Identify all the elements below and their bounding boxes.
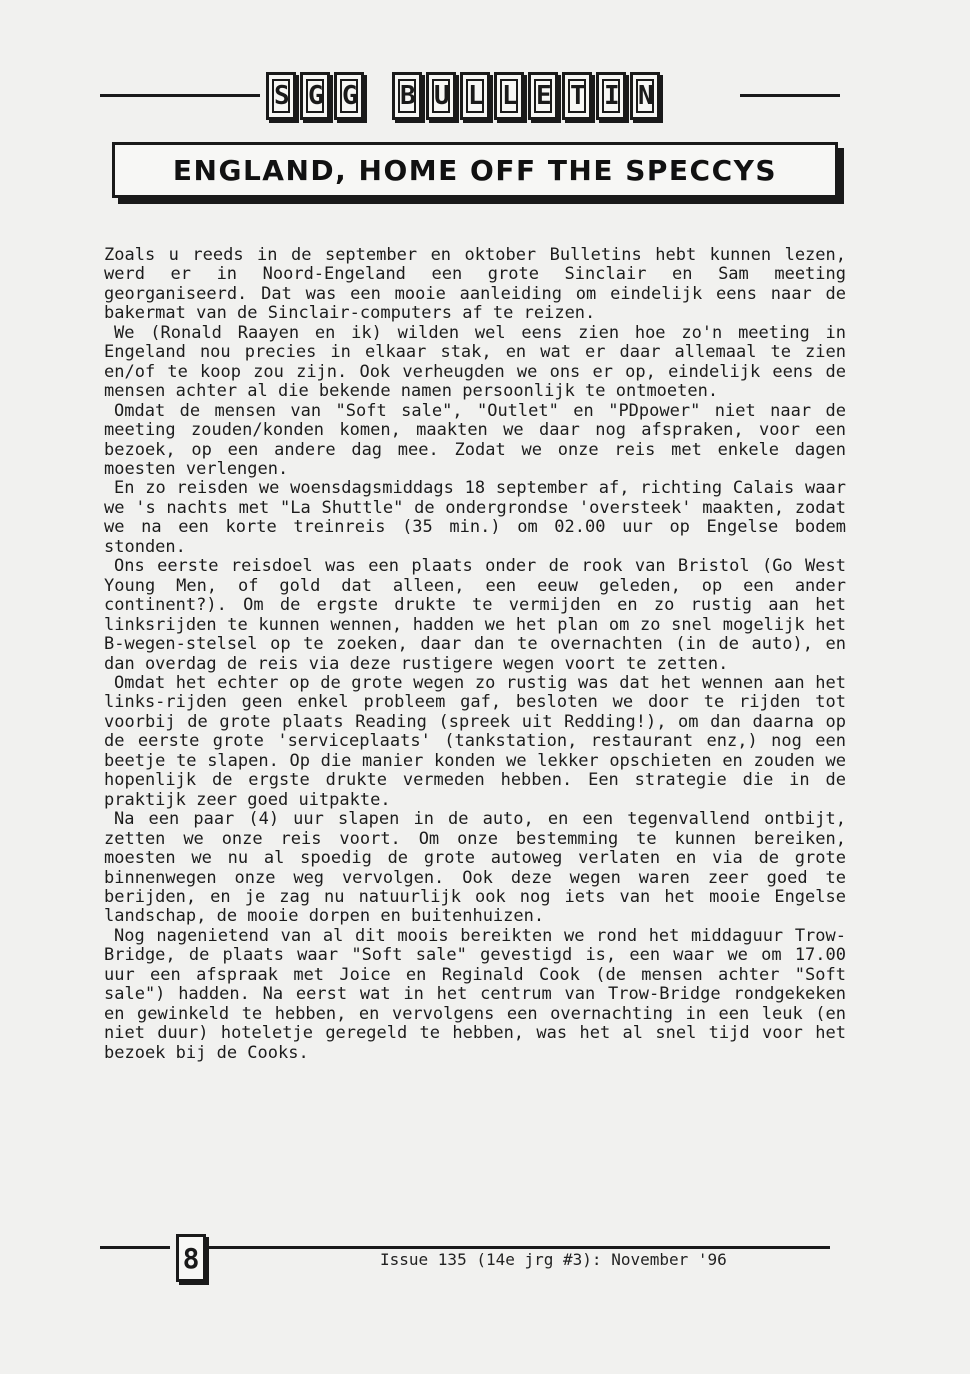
- paragraph: We (Ronald Raayen en ik) wilden wel eens zien hoe zo'n meeting in Engeland nou precies in elkaar stak, en wat er daar allemaal te zien en/of te koop zou zijn. Ook verheugden we ons er op, eindelijk eens de mensen achter al die bekende namen persoonlijk te ontmoeten.: [104, 322, 846, 402]
- footer-rule-right: [208, 1246, 830, 1249]
- paragraph: Omdat de mensen van "Soft sale", "Outlet" en "PDpower" niet naar de meeting zouden/konden komen, maakten we daar nog afspraken, voor een bezoek, op een andere dag mee. Zodat we onze reis met enkele dagen moesten verlengen.: [104, 400, 846, 479]
- article-body: [104, 246, 846, 1063]
- masthead-tile: E: [528, 72, 558, 120]
- masthead: [100, 72, 840, 132]
- masthead-tile: L: [494, 72, 524, 120]
- paragraph: Omdat het echter op de grote wegen zo rustig was dat het wennen aan het links-rijden geen enkel probleem gaf, besloten we door te rijden tot voorbij de grote plaats Reading (spreek uit Redding!), om dan daarna op de eerste grote 'serviceplaats' (tankstation, restaurant enz,) nog een beetje te slapen. Op die manier konden we lekker opschieten en zouden we hopenlijk de ergste drukte vermeden hebben. Een strategie die in de praktijk zeer goed uitpakte.: [104, 672, 846, 810]
- masthead-tile: T: [562, 72, 592, 120]
- footer-rule-left: [100, 1246, 170, 1249]
- masthead-tile: G: [300, 72, 330, 120]
- masthead-tile: N: [630, 72, 660, 120]
- paragraph: En zo reisden we woensdagsmiddags 18 september af, richting Calais waar we 's nachts met "La Shuttle" de ondergrondse 'oversteek' maakten, zodat we na een korte treinreis (35 min.) om 02.00 uur op Engelse bodem stonden.: [104, 478, 846, 557]
- masthead-word-sgg: [266, 72, 364, 120]
- masthead-word-bulletin: [392, 72, 660, 120]
- issue-line: Issue 135 (14e jrg #3): November '96: [380, 1250, 727, 1269]
- headline-box: [112, 142, 838, 198]
- page-number: 8: [176, 1234, 206, 1282]
- masthead-rule-left: [100, 94, 260, 97]
- masthead-tile: L: [460, 72, 490, 120]
- masthead-tile: U: [426, 72, 456, 120]
- masthead-tile: B: [392, 72, 422, 120]
- article-headline: ENGLAND, HOME OFF THE SPECCYS: [172, 153, 778, 187]
- paragraph: Na een paar (4) uur slapen in de auto, en een tegenvallend ontbijt, zetten we onze reis voort. Om onze bestemming te kunnen bereiken, moesten we nu al spoedig de grote autoweg verlaten en via de grote binnenwegen onze weg vervolgen. Ook deze wegen waren zeer goed te berijden, en je zag nu natuurlijk ook nog iets van het mooie Engelse landschap, de mooie dorpen en buitenhuizen.: [104, 809, 846, 927]
- paragraph: Zoals u reeds in de september en oktober Bulletins hebt kunnen lezen, werd er in Noord-Engeland een grote Sinclair en Sam meeting georganiseerd. Dat was een mooie aanleiding om eindelijk eens naar de bakermat van de Sinclair-computers af te reizen.: [104, 245, 846, 324]
- paragraph: Nog nagenietend van al dit moois bereikten we rond het middaguur Trow-Bridge, de plaats waar "Soft sale" gevestigd is, een waar we om 17.00 uur een afspraak met Joice en Reginald Cook (de mensen achter "Soft sale") hadden. Na eerst wat in het centrum van Trow-Bridge rondgekeken en gewinkeld te hebben, en vervolgens een overnachting in een leuk (en niet duur) hoteletje geregeld te hebben, was het al snel tijd voor het bezoek bij de Cooks.: [104, 925, 846, 1063]
- masthead-rule-right: [740, 94, 840, 97]
- masthead-tile: I: [596, 72, 626, 120]
- masthead-tile: G: [334, 72, 364, 120]
- masthead-tile: S: [266, 72, 296, 120]
- paragraph: Ons eerste reisdoel was een plaats onder de rook van Bristol (Go West Young Men, of gold dat alleen, een eeuw geleden, op een ander continent?). Om de ergste drukte te vermijden en zo rustig aan het linksrijden te kunnen wennen, hadden we het plan om zo snel mogelijk het B-wegen-stelsel op te zoeken, daar dan te overnachten (in de auto), en dan overdag de reis via deze rustigere wegen voort te zetten.: [104, 556, 846, 674]
- page-footer: [100, 1234, 840, 1294]
